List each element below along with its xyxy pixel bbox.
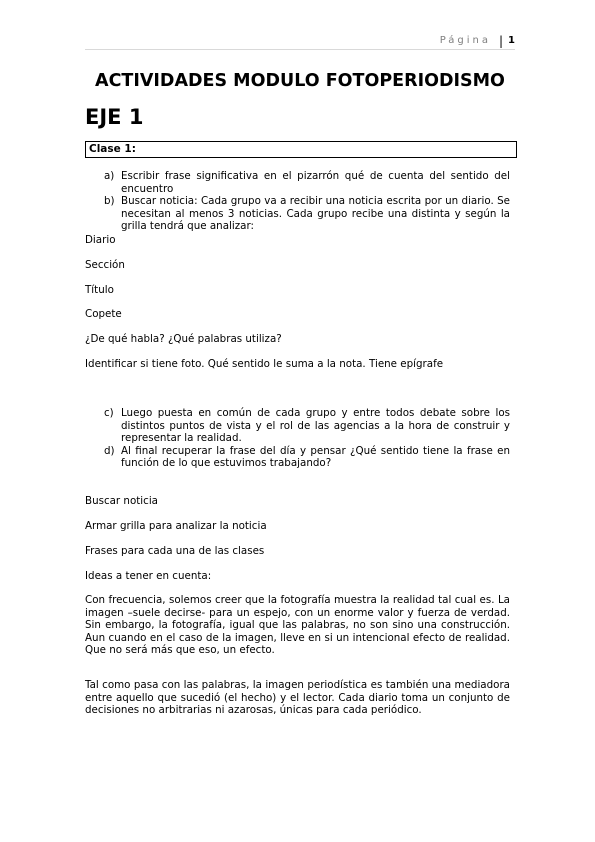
activity-list-cd [85,407,510,470]
page-label: Página [439,35,491,46]
document-title: ACTIVIDADES MODULO FOTOPERIODISMO [95,71,505,91]
list-marker: a) [104,170,115,182]
list-marker: c) [104,407,114,419]
grilla-item-copete: Copete [85,308,122,320]
page-separator: | [498,34,503,48]
grilla-item-foto: Identificar si tiene foto. Qué sentido le suma a la nota. Tiene epígrafe [85,358,444,370]
paragraph-fotografia: Con frecuencia, solemos creer que la fotografía muestra la realidad tal cual es. La imagen –suele decirse- para un espejo, con un enorme valor y fuerza de verdad. Sin embargo, la fotografía, igual que las palabras, no son sino una construcción. Aun cuando en el caso de la imagen, lleve en si un intencional efecto de realidad. Que no será más que eso, un efecto. [85,594,510,657]
grilla-item-palabras: ¿De qué habla? ¿Qué palabras utiliza? [85,333,282,345]
activity-list-ab [85,170,510,233]
list-item [85,445,510,470]
grilla-item-titulo: Título [85,284,114,296]
ideas-heading: Ideas a tener en cuenta: [85,570,212,582]
list-marker: d) [104,444,115,457]
task-frases: Frases para cada una de las clases [85,545,265,557]
task-buscar-noticia: Buscar noticia [85,495,158,507]
list-item [85,170,510,195]
page-header [85,35,515,50]
section-heading: EJE 1 [85,105,144,129]
grilla-item-seccion: Sección [85,259,125,271]
list-item [85,407,510,445]
paragraph-imagen-periodistica: Tal como pasa con las palabras, la imagen periodística es también una mediadora entre aquello que sucedió (el hecho) y el lector. Cada diario toma un conjunto de decisiones no arbitrarias ni azarosas, únicas para cada periódico. [85,679,510,717]
page-number: 1 [508,35,515,46]
list-item [85,195,510,233]
task-armar-grilla: Armar grilla para analizar la noticia [85,520,267,532]
list-item-text: Luego puesta en común de cada grupo y entre todos debate sobre los distintos puntos de vista y el rol de las agencias a la hora de construir y representar la realidad. [121,407,510,445]
list-item-text: Buscar noticia: Cada grupo va a recibir una noticia escrita por un diario. Se necesitan al menos 3 noticias. Cada grupo recibe una distinta y según la grilla tendrá que analizar: [121,195,510,233]
grilla-item-diario: Diario [85,234,116,246]
list-marker: b) [104,195,115,208]
list-item-text: Escribir frase significativa en el pizarrón qué de cuenta del sentido del encuentro [121,170,510,195]
list-item-text: Al final recuperar la frase del día y pensar ¿Qué sentido tiene la frase en función de lo que estuvimos trabajando? [121,444,510,470]
clase-label-box: Clase 1: [85,141,517,158]
